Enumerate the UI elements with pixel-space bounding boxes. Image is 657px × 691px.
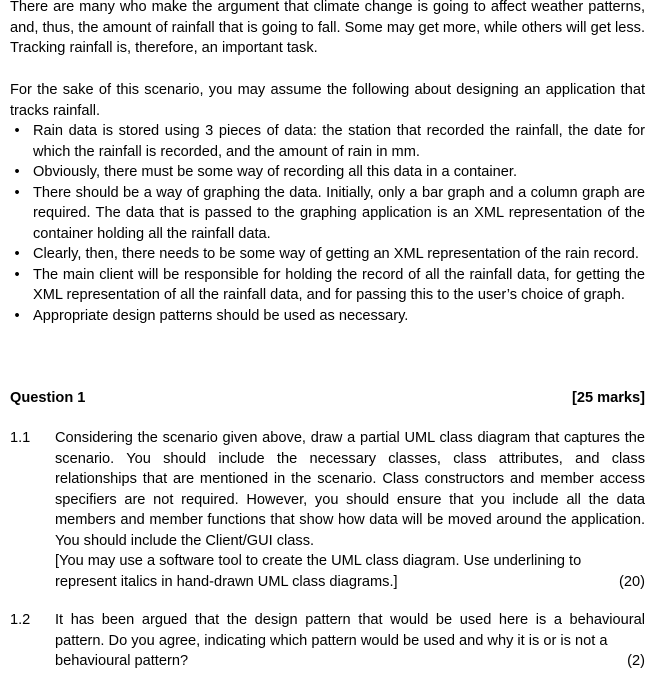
assumptions-intro: For the sake of this scenario, you may assume the following about designing an application that tracks rainfall.	[10, 82, 645, 119]
bullet-icon: •	[14, 184, 20, 201]
list-item-text: Obviously, there must be some way of recording all this data in a container.	[33, 164, 518, 180]
bullet-icon: •	[14, 266, 20, 283]
question-item	[10, 428, 645, 592]
bullet-icon: •	[14, 164, 20, 180]
list-item-text: Clearly, then, there needs to be some way of getting an XML representation of the rain record.	[33, 246, 639, 262]
list-item	[10, 121, 645, 162]
list-item	[10, 162, 645, 183]
bullet-icon: •	[14, 123, 20, 139]
assumptions-list	[10, 121, 645, 326]
question-number: 1.1	[10, 430, 31, 446]
list-item-text: Rain data is stored using 3 pieces of data: the station that recorded the rainfall, the date for which the rainfall is recorded, and the amount of rain in mm.	[33, 123, 645, 160]
item-marks: (20)	[619, 573, 645, 590]
question-number: 1.2	[10, 612, 31, 628]
list-item	[10, 244, 645, 265]
list-item-text: The main client will be responsible for holding the record of all the rainfall data, for getting the XML representation of all the rainfall data, and for passing this to the user’s choice of graph.	[33, 266, 645, 303]
question-body	[55, 610, 645, 672]
question-text: Considering the scenario given above, draw a partial UML class diagram that captures the scenario. You should include the necessary classes, class attributes, and class relationships that are mentioned in the scenario. Class constructors and member access specifiers are not required. However, you should ensure that you include all the data members and member functions that show how data will be moved around the application. You should include the Client/GUI class.	[55, 430, 645, 549]
question-note-end: represent italics in hand-drawn UML class diagrams.]	[55, 573, 398, 590]
bullet-icon: •	[14, 307, 20, 324]
list-item-text: There should be a way of graphing the data. Initially, only a bar graph and a column graph are required. The data that is passed to the graphing application is an XML representation of the container holding all the rainfall data.	[33, 184, 645, 242]
list-item	[10, 183, 645, 245]
list-item	[10, 265, 645, 306]
question-note: [You may use a software tool to create the UML class diagram. Use underlining to	[55, 553, 582, 569]
bullet-icon: •	[14, 246, 20, 262]
list-item-text: Appropriate design patterns should be used as necessary.	[33, 307, 409, 324]
list-item	[10, 306, 645, 327]
question-title: Question 1	[10, 390, 86, 406]
item-marks: (2)	[627, 653, 645, 669]
question-body	[55, 428, 645, 592]
question-note-marks-line	[55, 572, 645, 593]
question-marks-line	[55, 651, 645, 672]
question-marks: [25 marks]	[571, 390, 645, 406]
question-text: It has been argued that the design pattern that would be used here is a behavioural pattern. Do you agree, indicating which pattern would be used and why it is or is not a	[55, 612, 645, 649]
question-item	[10, 610, 645, 672]
question-text-end: behavioural pattern?	[55, 653, 189, 669]
intro-paragraph: There are many who make the argument that climate change is going to affect weather patterns, and, thus, the amount of rainfall that is going to fall. Some may get more, while others will get less. Tracking rainfall is, therefore, an important task.	[10, 0, 645, 56]
question-heading	[10, 388, 645, 409]
